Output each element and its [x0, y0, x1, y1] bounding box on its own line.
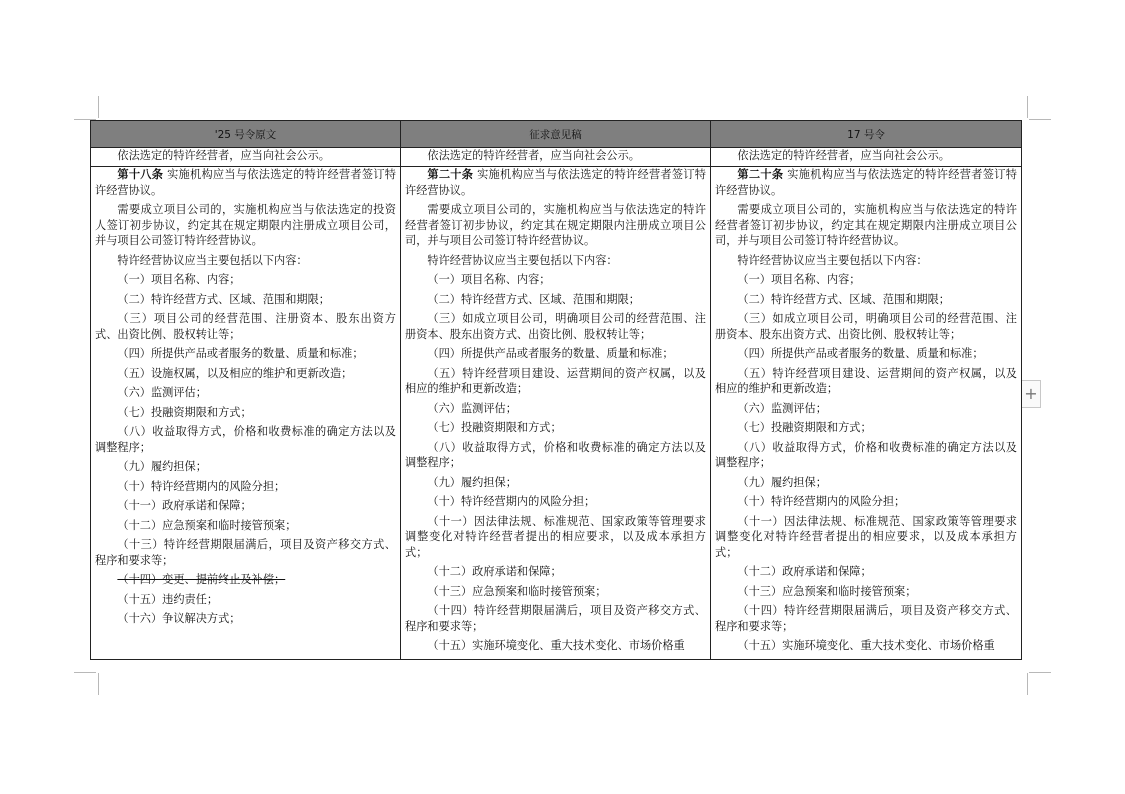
- clause-paragraph: （九）履约担保；: [427, 475, 517, 489]
- article-heading: [95, 167, 396, 198]
- article-heading: [715, 167, 1017, 198]
- clause-paragraph: （二）特许经营方式、区域、范围和期限；: [737, 292, 950, 306]
- clause-paragraph: （十五）实施环境变化、重大技术变化、市场价格重: [737, 639, 995, 652]
- clause-paragraph: （二）特许经营方式、区域、范围和期限；: [427, 292, 640, 306]
- clause-paragraph: （十二）应急预案和临时接管预案；: [117, 518, 297, 532]
- table-cell: [711, 167, 1022, 660]
- clause-paragraph: （十五）违约责任；: [117, 592, 219, 606]
- clause-paragraph: （六）监测评估；: [427, 401, 517, 415]
- clause-paragraph: （一）项目名称、内容；: [427, 273, 551, 286]
- clause-paragraph: （十三）应急预案和临时接管预案；: [737, 584, 917, 598]
- clause-paragraph: （八）收益取得方式，价格和收费标准的确定方法以及调整程序；: [95, 425, 396, 454]
- table-cell: [401, 167, 711, 660]
- clause-paragraph: （三）项目公司的经营范围、注册资本、股东出资方式、出资比例、股权转让等；: [95, 312, 396, 341]
- clause-paragraph: （十六）争议解决方式；: [117, 612, 241, 625]
- clause-paragraph: 特许经营协议应当主要包括以下内容：: [737, 253, 928, 267]
- clause-paragraph: （八）收益取得方式，价格和收费标准的确定方法以及调整程序；: [715, 440, 1017, 469]
- crop-mark: [1029, 119, 1051, 120]
- clause-paragraph: （十）特许经营期内的风险分担；: [117, 479, 286, 493]
- table-cell: [91, 167, 401, 660]
- clause-paragraph: （四）所提供产品或者服务的数量、质量和标准；: [117, 347, 364, 360]
- table-row: [91, 167, 1022, 660]
- crop-mark: [1027, 673, 1028, 695]
- article-number: 第二十条: [427, 168, 474, 181]
- clause-paragraph: （十一）政府承诺和保障；: [117, 499, 252, 512]
- clause-paragraph: （一）项目名称、内容；: [117, 273, 241, 286]
- table-cell: 依法选定的特许经营者，应当向社会公示。: [401, 148, 711, 167]
- clause-paragraph: （六）监测评估；: [117, 386, 207, 399]
- article-heading: [405, 167, 706, 198]
- clause-paragraph: （三）如成立项目公司，明确项目公司的经营范围、注册资本、股东出资方式、出资比例、股权转让等；: [405, 312, 706, 341]
- table-cell: 依法选定的特许经营者，应当向社会公示。: [711, 148, 1022, 167]
- column-header: '25 号令原文: [91, 121, 401, 148]
- article-text-original: [95, 167, 396, 657]
- clause-paragraph: （十二）政府承诺和保障；: [427, 565, 562, 578]
- column-header: 征求意见稿: [401, 121, 711, 148]
- article-text-draft: [405, 167, 706, 657]
- clause-paragraph: （十一）因法律法规、标准规范、国家政策等管理要求调整变化对特许经营者提出的相应要求，以及成本承担方式；: [405, 514, 706, 559]
- crop-mark: [98, 96, 99, 118]
- crop-mark: [1027, 96, 1028, 118]
- deleted-clause: （十四）变更、提前终止及补偿；: [117, 573, 286, 586]
- clause-paragraph: （一）项目名称、内容；: [737, 273, 861, 286]
- column-header: 17 号令: [711, 121, 1022, 148]
- clause-paragraph: 特许经营协议应当主要包括以下内容：: [427, 253, 618, 267]
- article-text: 实施机构应当与依法选定的特许经营者签订特许经营协议。: [715, 168, 1017, 197]
- article-text: 实施机构应当与依法选定的特许经营者签订特许经营协议。: [405, 168, 706, 197]
- article-text: 实施机构应当与依法选定的特许经营者签订特许经营协议。: [95, 168, 396, 197]
- clause-paragraph: 需要成立项目公司的，实施机构应当与依法选定的特许经营者签订初步协议，约定其在规定期限内注册成立项目公司，并与项目公司签订特许经营协议。: [405, 203, 706, 247]
- clause-paragraph: （七）投融资期限和方式；: [737, 421, 872, 434]
- clause-paragraph: （十）特许经营期内的风险分担；: [737, 495, 906, 508]
- article-number: 第十八条: [117, 168, 164, 181]
- clause-paragraph: （五）设施权属，以及相应的维护和更新改造；: [117, 366, 353, 380]
- clause-paragraph: （四）所提供产品或者服务的数量、质量和标准；: [427, 347, 674, 360]
- article-number: 第二十条: [737, 168, 784, 181]
- clause-paragraph: （十三）应急预案和临时接管预案；: [427, 584, 607, 598]
- clause-paragraph: （七）投融资期限和方式；: [427, 421, 562, 434]
- clause-paragraph: （十）特许经营期内的风险分担；: [427, 495, 596, 508]
- clause-paragraph: （十四）特许经营期限届满后，项目及资产移交方式、程序和要求等；: [405, 604, 706, 633]
- clause-paragraph: （二）特许经营方式、区域、范围和期限；: [117, 292, 330, 306]
- add-column-button[interactable]: +: [1021, 380, 1041, 408]
- clause-paragraph: （十一）因法律法规、标准规范、国家政策等管理要求调整变化对特许经营者提出的相应要求，以及成本承担方式；: [715, 514, 1017, 559]
- clause-paragraph: 需要成立项目公司的，实施机构应当与依法选定的特许经营者签订初步协议，约定其在规定期限内注册成立项目公司，并与项目公司签订特许经营协议。: [715, 203, 1017, 247]
- comparison-table: [90, 120, 1022, 660]
- crop-mark: [1029, 672, 1051, 673]
- clause-paragraph: （八）收益取得方式，价格和收费标准的确定方法以及调整程序；: [405, 440, 706, 469]
- clause-paragraph: （七）投融资期限和方式；: [117, 405, 252, 419]
- clause-paragraph: （五）特许经营项目建设、运营期间的资产权属，以及相应的维护和更新改造；: [405, 366, 706, 395]
- table-cell: 依法选定的特许经营者，应当向社会公示。: [91, 148, 401, 167]
- article-text-order17: [715, 167, 1017, 657]
- clause-paragraph: （五）特许经营项目建设、运营期间的资产权属，以及相应的维护和更新改造；: [715, 366, 1017, 395]
- clause-paragraph: （十五）实施环境变化、重大技术变化、市场价格重: [427, 639, 685, 652]
- clause-paragraph: （四）所提供产品或者服务的数量、质量和标准；: [737, 347, 984, 360]
- clause-paragraph: （三）如成立项目公司，明确项目公司的经营范围、注册资本、股东出资方式、出资比例、股权转让等；: [715, 312, 1017, 341]
- crop-mark: [98, 673, 99, 695]
- table-row: [91, 148, 1022, 167]
- clause-paragraph: （六）监测评估；: [737, 401, 827, 415]
- clause-paragraph: （十三）特许经营期限届满后，项目及资产移交方式、程序和要求等；: [95, 538, 396, 567]
- crop-mark: [74, 672, 96, 673]
- clause-paragraph: （十四）特许经营期限届满后，项目及资产移交方式、程序和要求等；: [715, 604, 1017, 633]
- clause-paragraph: （十二）政府承诺和保障；: [737, 565, 872, 578]
- clause-paragraph: （九）履约担保；: [737, 475, 827, 489]
- clause-paragraph: 需要成立项目公司的，实施机构应当与依法选定的投资人签订初步协议，约定其在规定期限内注册成立项目公司，并与项目公司签订特许经营协议。: [95, 203, 396, 247]
- clause-paragraph: （九）履约担保；: [117, 460, 207, 473]
- clause-paragraph: 特许经营协议应当主要包括以下内容：: [117, 253, 308, 267]
